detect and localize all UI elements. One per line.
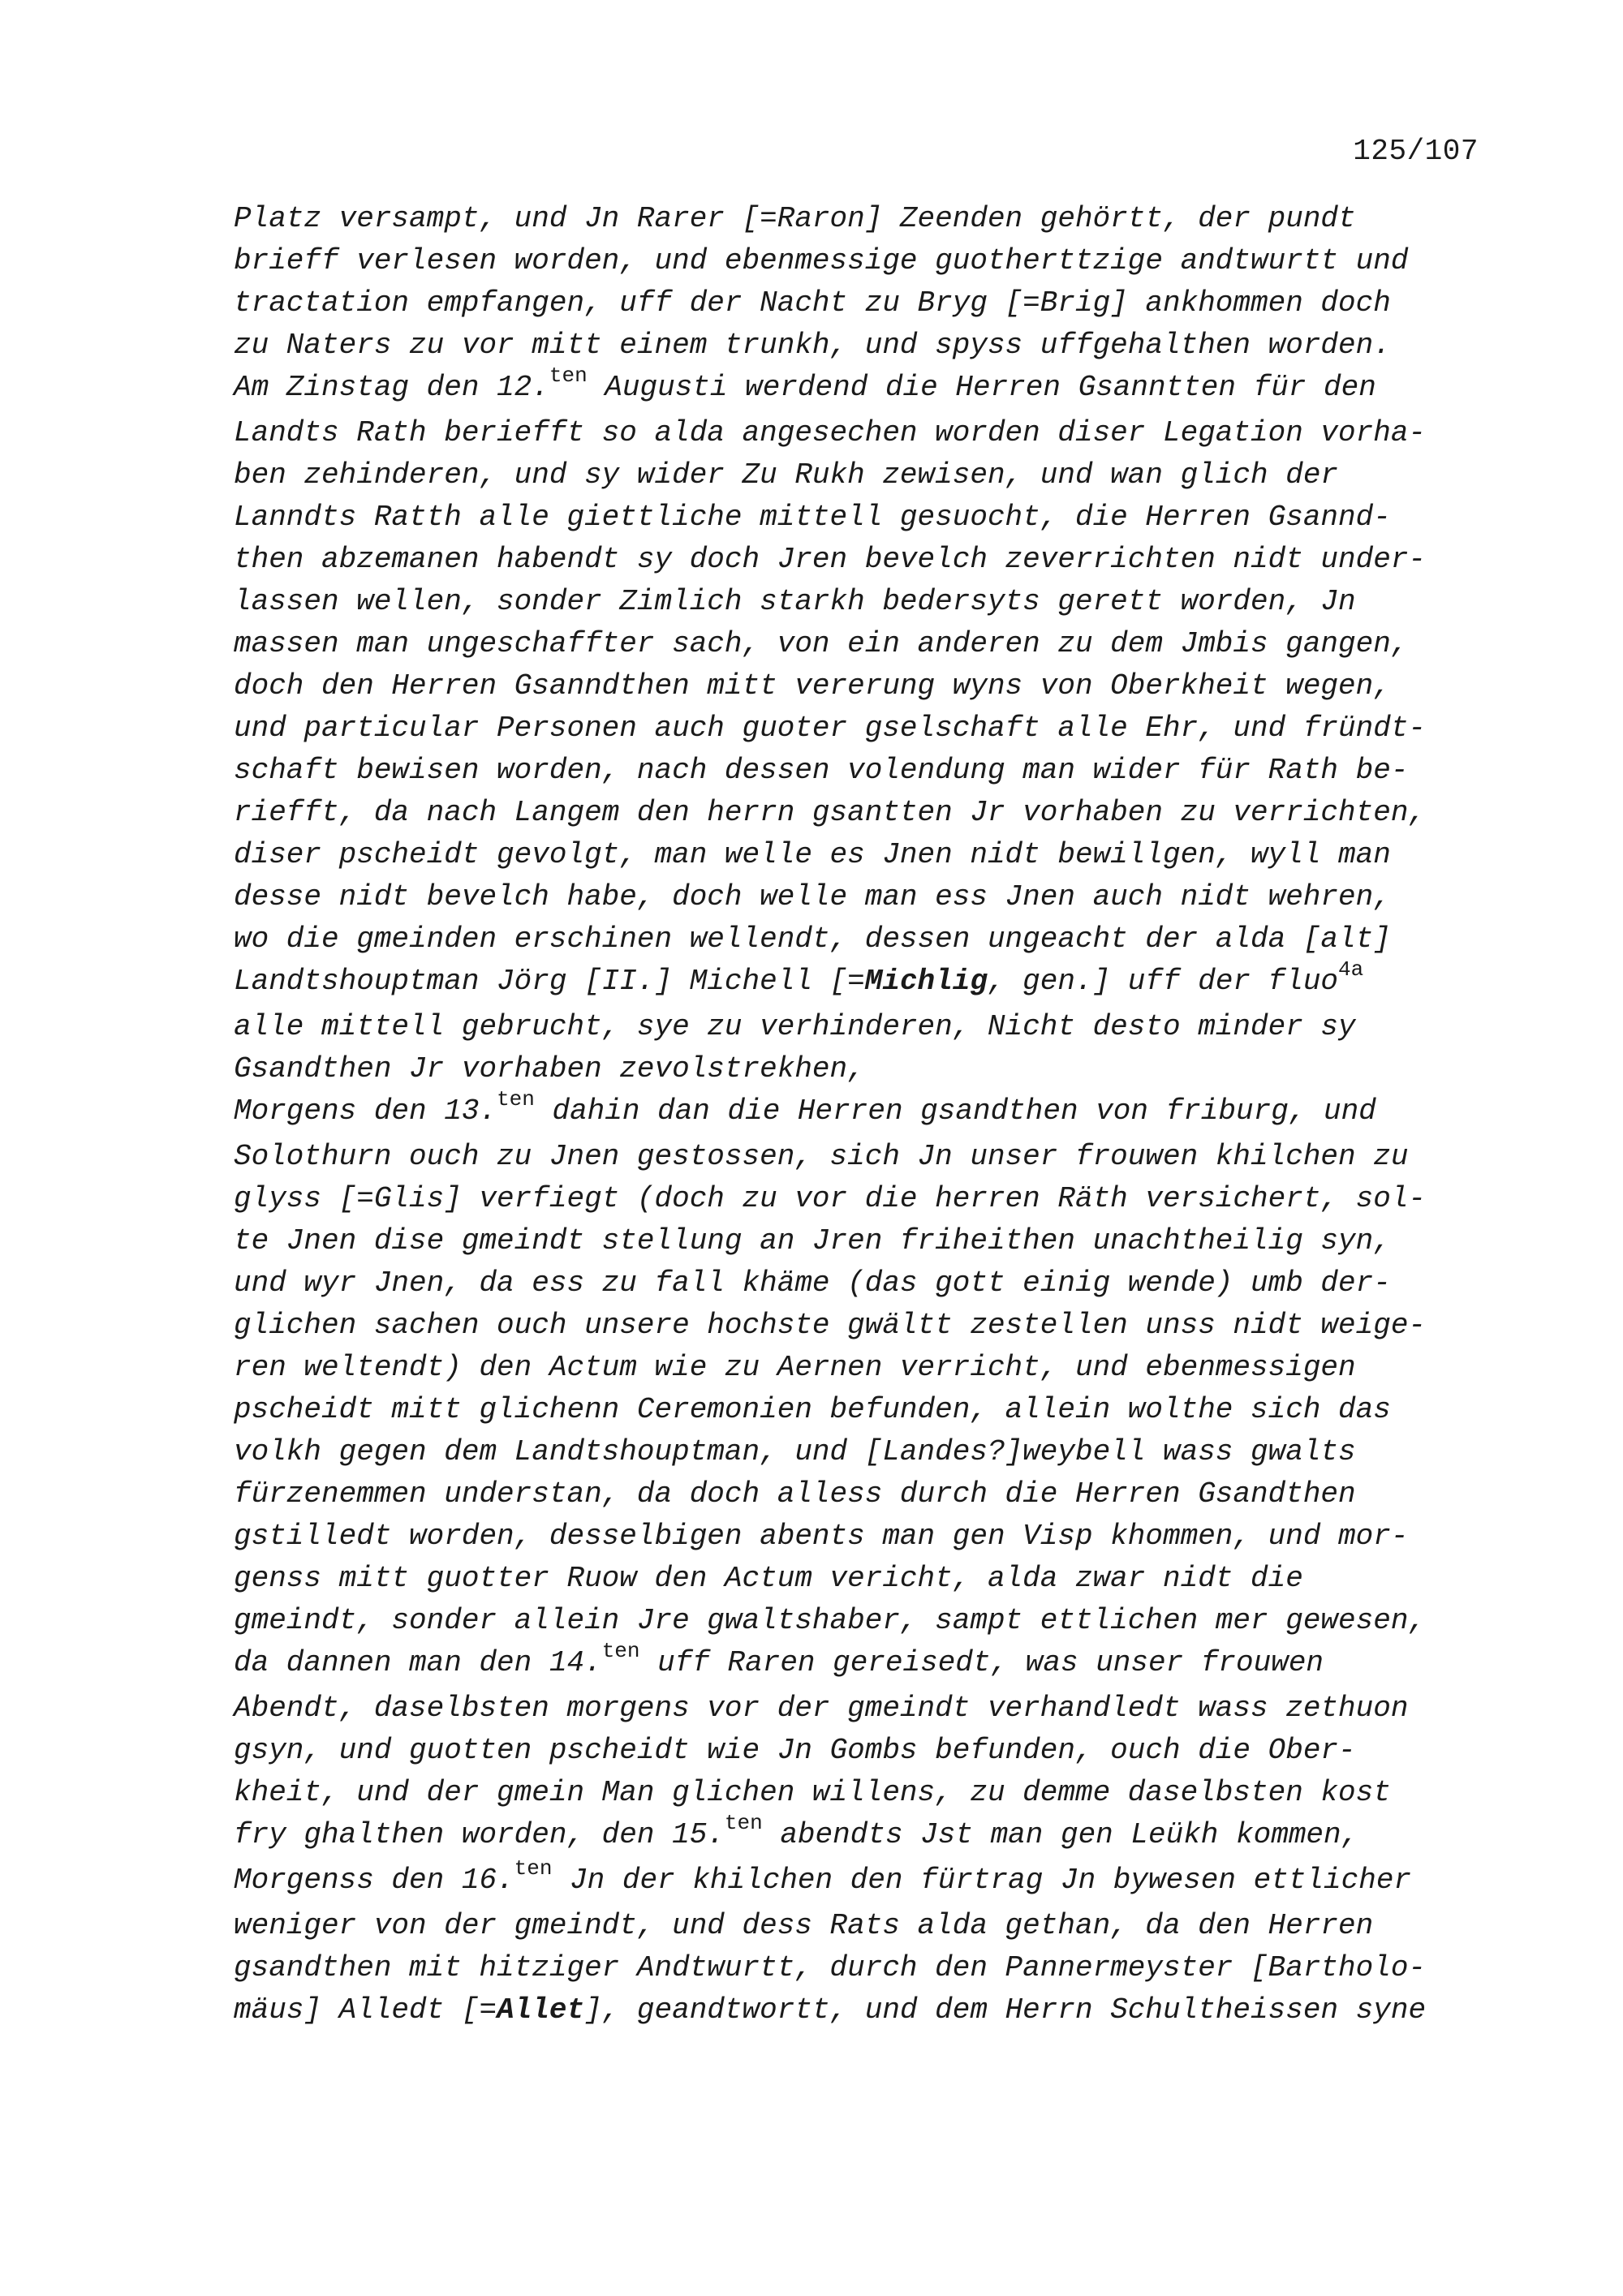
text-segment: zu Naters zu vor mitt einem trunkh, und spyss uffgehalthen worden. xyxy=(234,329,1391,362)
text-line xyxy=(234,454,1483,497)
text-segment: Am Zinstag den 12. xyxy=(234,371,549,404)
text-segment: gsyn, und guotten pscheidt wie Jn Gombs befunden, ouch die Ober- xyxy=(234,1734,1356,1767)
text-segment: da dannen man den 14. xyxy=(234,1646,602,1679)
bold-name: Allet xyxy=(497,1993,585,2027)
text-segment: desse nidt bevelch habe, doch welle man ess Jnen auch nidt wehren, xyxy=(234,880,1391,914)
text-segment: mäus] Alledt [= xyxy=(234,1993,497,2027)
text-segment: glyss [=Glis] verfiegt (doch zu vor die herren Räth versichert, sol- xyxy=(234,1182,1427,1215)
text-segment: then abzemanen habendt sy doch Jren bevelch zeverrichten nidt under- xyxy=(234,543,1427,576)
text-line xyxy=(234,918,1483,961)
text-segment: Morgens den 13. xyxy=(234,1094,497,1128)
text-segment: Landtshouptman Jörg [II.] Michell [= xyxy=(234,965,865,998)
superscript: ten xyxy=(514,1856,553,1881)
text-line xyxy=(234,876,1483,918)
text-line xyxy=(234,792,1483,834)
text-line xyxy=(234,1989,1483,2032)
text-line xyxy=(234,198,1483,240)
text-line xyxy=(234,1220,1483,1262)
text-line xyxy=(234,325,1483,367)
bold-name: Michlig xyxy=(864,965,988,998)
text-line xyxy=(234,1516,1483,1558)
text-line xyxy=(234,623,1483,665)
text-segment: Landts Rath beriefft so alda angesechen worden diser Legation vorha- xyxy=(234,416,1427,449)
text-segment: pscheidt mitt glichenn Ceremonien befunden, allein wolthe sich das xyxy=(234,1393,1391,1426)
text-segment: abendts Jst man gen Leükh kommen, xyxy=(762,1818,1359,1851)
text-line xyxy=(234,1688,1483,1730)
text-segment: und particular Personen auch guoter gselschaft alle Ehr, und fründt- xyxy=(234,712,1427,745)
text-segment: doch den Herren Gsanndthen mitt vererung wyns von Oberkheit wegen, xyxy=(234,669,1391,703)
text-line xyxy=(234,707,1483,750)
text-segment: Solothurn ouch zu Jnen gestossen, sich Jn unser frouwen khilchen zu xyxy=(234,1140,1409,1173)
text-segment: Lanndts Ratth alle giettliche mittell gesuocht, die Herren Gsannd- xyxy=(234,501,1391,534)
text-line xyxy=(234,1262,1483,1305)
text-segment: Abendt, daselbsten morgens vor der gmeindt verhandledt wass zethuon xyxy=(234,1692,1409,1725)
text-line xyxy=(234,282,1483,325)
text-segment: tractation empfangen, uff der Nacht zu Bryg [=Brig] ankhommen doch xyxy=(234,286,1391,320)
text-line xyxy=(234,412,1483,454)
text-segment: glichen sachen ouch unsere hochste gwältt zestellen unss nidt weige- xyxy=(234,1309,1427,1342)
superscript: ten xyxy=(549,363,588,388)
text-line xyxy=(234,1558,1483,1600)
text-segment: gsandthen mit hitziger Andtwurtt, durch den Pannermeyster [Bartholo- xyxy=(234,1951,1427,1984)
text-line xyxy=(234,1347,1483,1389)
transcription-text-block xyxy=(234,198,1483,2032)
superscript: 4a xyxy=(1338,957,1364,982)
text-segment: ben zehinderen, und sy wider Zu Rukh zewisen, und wan glich der xyxy=(234,458,1339,492)
text-segment: fürzenemmen understan, da doch alless durch die Herren Gsandthen xyxy=(234,1477,1356,1511)
text-segment: alle mittell gebrucht, sye zu verhinderen, Nicht desto minder sy xyxy=(234,1010,1356,1043)
text-segment: gmeindt, sonder allein Jre gwaltshaber, sampt ettlichen mer gewesen, xyxy=(234,1604,1427,1637)
text-line xyxy=(234,497,1483,539)
text-segment: schaft bewisen worden, nach dessen volendung man wider für Rath be- xyxy=(234,754,1409,787)
text-segment: Jn der khilchen den fürtrag Jn bywesen ettlicher xyxy=(552,1864,1412,1897)
text-segment: te Jnen dise gmeindt stellung an Jren friheithen unachtheilig syn, xyxy=(234,1224,1391,1258)
page-number: 125/107 xyxy=(1353,135,1479,168)
text-line xyxy=(234,1178,1483,1220)
superscript: ten xyxy=(601,1639,640,1663)
text-segment: volkh gegen dem Landtshouptman, und [Landes?]weybell wass gwalts xyxy=(234,1435,1356,1468)
text-line xyxy=(234,750,1483,792)
text-line xyxy=(234,1730,1483,1772)
text-segment: diser pscheidt gevolgt, man welle es Jnen nidt bewillgen, wyll man xyxy=(234,838,1391,871)
text-line xyxy=(234,1473,1483,1516)
text-line xyxy=(234,1600,1483,1642)
text-line xyxy=(234,539,1483,581)
text-segment: Augusti werdend die Herren Gsanntten für den xyxy=(587,371,1376,404)
text-line xyxy=(234,1087,1483,1136)
text-line xyxy=(234,240,1483,282)
text-segment: lassen wellen, sonder Zimlich starkh bedersyts gerett worden, Jn xyxy=(234,585,1356,618)
text-line xyxy=(234,1305,1483,1347)
text-segment: weniger von der gmeindt, und dess Rats alda gethan, da den Herren xyxy=(234,1909,1374,1942)
text-line xyxy=(234,1772,1483,1814)
text-line xyxy=(234,363,1483,412)
text-segment: Platz versampt, und Jn Rarer [=Raron] Zeenden gehörtt, der pundt xyxy=(234,202,1356,235)
text-line xyxy=(234,1389,1483,1431)
text-line xyxy=(234,1006,1483,1048)
superscript: ten xyxy=(497,1087,535,1111)
text-line xyxy=(234,957,1483,1006)
text-segment: brieff verlesen worden, und ebenmessige guotherttzige andtwurtt und xyxy=(234,244,1409,277)
text-line xyxy=(234,1856,1483,1905)
text-segment: kheit, und der gmein Man glichen willens, zu demme daselbsten kost xyxy=(234,1776,1391,1809)
text-line xyxy=(234,1811,1483,1860)
text-segment: ren weltendt) den Actum wie zu Aernen verricht, und ebenmessigen xyxy=(234,1351,1356,1384)
text-segment: fry ghalthen worden, den 15. xyxy=(234,1818,725,1851)
text-line xyxy=(234,1905,1483,1947)
text-line xyxy=(234,581,1483,623)
text-line xyxy=(234,665,1483,707)
text-segment: dahin dan die Herren gsandthen von friburg, und xyxy=(534,1094,1376,1128)
text-segment: Gsandthen Jr vorhaben zevolstrekhen, xyxy=(234,1052,865,1086)
text-segment: uff Raren gereisedt, was unser frouwen xyxy=(639,1646,1324,1679)
text-line xyxy=(234,1431,1483,1473)
text-line xyxy=(234,1639,1483,1688)
text-line xyxy=(234,1048,1483,1090)
text-segment: wo die gmeinden erschinen wellendt, dessen ungeacht der alda [alt] xyxy=(234,922,1391,956)
text-segment: und wyr Jnen, da ess zu fall khäme (das gott einig wende) umb der- xyxy=(234,1266,1391,1300)
superscript: ten xyxy=(724,1811,763,1835)
text-segment: , gen.] uff der fluo xyxy=(987,965,1339,998)
text-segment: gstilledt worden, desselbigen abents man gen Visp khommen, und mor- xyxy=(234,1520,1409,1553)
text-segment: riefft, da nach Langem den herrn gsantten Jr vorhaben zu verrichten, xyxy=(234,796,1427,829)
text-segment: Morgenss den 16. xyxy=(234,1864,514,1897)
text-segment: massen man ungeschaffter sach, von ein anderen zu dem Jmbis gangen, xyxy=(234,627,1409,660)
text-segment: genss mitt guotter Ruow den Actum vericht, alda zwar nidt die xyxy=(234,1562,1303,1595)
text-segment: ], geandtwortt, und dem Herrn Schultheissen syne xyxy=(584,1993,1427,2027)
text-line xyxy=(234,1136,1483,1178)
text-line xyxy=(234,1947,1483,1989)
text-line xyxy=(234,834,1483,876)
